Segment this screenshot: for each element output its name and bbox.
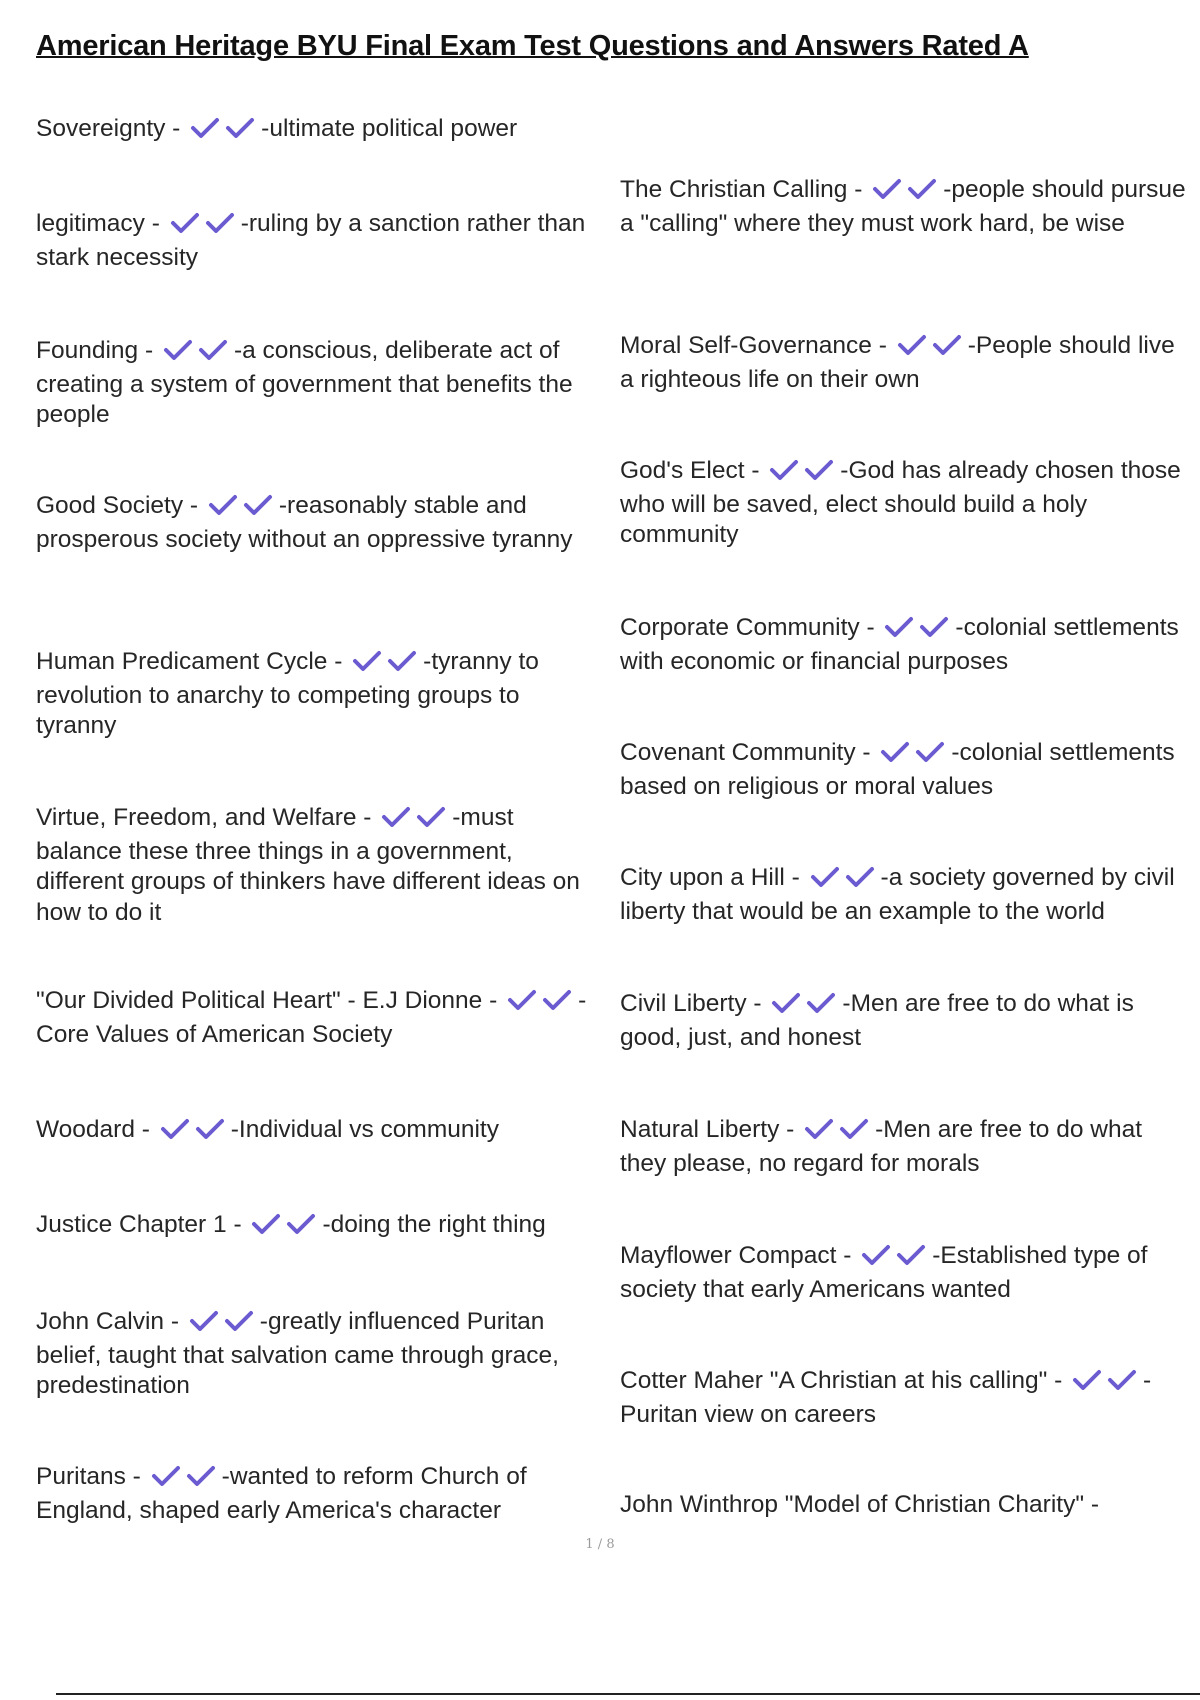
entry-term: "Our Divided Political Heart" - E.J Dionne - bbox=[36, 987, 498, 1014]
flashcard-entry bbox=[620, 738, 1192, 802]
entry-definition: -ultimate political power bbox=[261, 115, 518, 142]
entry-definition: -ruling by a sanction rather than stark necessity bbox=[36, 210, 586, 271]
double-check-icon bbox=[189, 117, 259, 148]
page-bottom-rule bbox=[56, 1693, 1200, 1695]
entry-term: Woodard - bbox=[36, 1116, 150, 1143]
flashcard-entry bbox=[620, 863, 1192, 927]
entry-definition: -God has already chosen those who will be saved, elect should build a holy community bbox=[620, 457, 1181, 548]
entry-term: Mayflower Compact - bbox=[620, 1242, 852, 1269]
entry-term: Cotter Maher "A Christian at his calling" - bbox=[620, 1367, 1063, 1394]
flashcard-entry bbox=[620, 989, 1192, 1053]
double-check-icon bbox=[380, 806, 450, 837]
entry-term: John Winthrop "Model of Christian Charity" - bbox=[620, 1491, 1099, 1518]
flashcard-entry bbox=[620, 175, 1192, 239]
entry-definition: -Men are free to do what they please, no regard for morals bbox=[620, 1116, 1143, 1177]
entry-term: Founding - bbox=[36, 337, 154, 364]
flashcard-entry bbox=[36, 1462, 596, 1526]
flashcard-entry bbox=[620, 613, 1192, 677]
entry-definition: -People should live a righteous life on their own bbox=[620, 332, 1175, 393]
flashcard-entry bbox=[620, 456, 1192, 551]
entry-definition: -must balance these three things in a government, different groups of thinkers have different ideas on how to do it bbox=[36, 804, 580, 926]
entry-term: John Calvin - bbox=[36, 1308, 179, 1335]
flashcard-entry bbox=[36, 491, 596, 555]
double-check-icon bbox=[506, 989, 576, 1020]
double-check-icon bbox=[1071, 1369, 1141, 1400]
flashcard-entry bbox=[620, 1115, 1192, 1179]
flashcard-entry bbox=[620, 1366, 1192, 1430]
entry-definition: -Core Values of American Society bbox=[36, 987, 587, 1048]
flashcard-entry bbox=[36, 336, 596, 431]
entry-term: Covenant Community - bbox=[620, 739, 871, 766]
entry-term: Good Society - bbox=[36, 492, 199, 519]
flashcard-entry bbox=[620, 1490, 1192, 1521]
entry-term: Natural Liberty - bbox=[620, 1116, 795, 1143]
double-check-icon bbox=[809, 866, 879, 897]
double-check-icon bbox=[162, 339, 232, 370]
entry-term: City upon a Hill - bbox=[620, 864, 800, 891]
entry-term: Civil Liberty - bbox=[620, 990, 762, 1017]
entry-definition: -reasonably stable and prosperous society without an oppressive tyranny bbox=[36, 492, 573, 553]
flashcard-entry bbox=[36, 647, 596, 742]
double-check-icon bbox=[250, 1213, 320, 1244]
entry-term: Puritans - bbox=[36, 1463, 141, 1490]
double-check-icon bbox=[770, 992, 840, 1023]
entry-definition: -colonial settlements based on religious or moral values bbox=[620, 739, 1175, 800]
double-check-icon bbox=[150, 1465, 220, 1496]
double-check-icon bbox=[883, 616, 953, 647]
double-check-icon bbox=[169, 212, 239, 243]
double-check-icon bbox=[207, 494, 277, 525]
flashcard-entry bbox=[36, 114, 596, 148]
entry-definition: -people should pursue a "calling" where they must work hard, be wise bbox=[620, 176, 1186, 237]
double-check-icon bbox=[803, 1118, 873, 1149]
double-check-icon bbox=[159, 1118, 229, 1149]
double-check-icon bbox=[860, 1244, 930, 1275]
page-number: 1 / 8 bbox=[585, 1537, 615, 1552]
flashcard-entry bbox=[36, 1307, 596, 1402]
flashcard-entry bbox=[36, 986, 596, 1050]
entry-definition: -greatly influenced Puritan belief, taught that salvation came through grace, predestination bbox=[36, 1308, 559, 1399]
double-check-icon bbox=[351, 650, 421, 681]
entry-term: Moral Self-Governance - bbox=[620, 332, 887, 359]
double-check-icon bbox=[896, 334, 966, 365]
entry-definition: -Puritan view on careers bbox=[620, 1367, 1152, 1428]
entry-definition: -colonial settlements with economic or financial purposes bbox=[620, 614, 1179, 675]
entry-term: Human Predicament Cycle - bbox=[36, 648, 343, 675]
entry-term: God's Elect - bbox=[620, 457, 760, 484]
double-check-icon bbox=[879, 741, 949, 772]
flashcard-entry bbox=[36, 1115, 596, 1149]
entry-definition: -Individual vs community bbox=[230, 1116, 499, 1143]
document-title: American Heritage BYU Final Exam Test Questions and Answers Rated A bbox=[36, 30, 1029, 62]
entry-definition: -Men are free to do what is good, just, and honest bbox=[620, 990, 1134, 1051]
entry-term: Corporate Community - bbox=[620, 614, 875, 641]
entry-term: Virtue, Freedom, and Welfare - bbox=[36, 804, 372, 831]
flashcard-entry bbox=[620, 331, 1192, 395]
entry-definition: -Established type of society that early Americans wanted bbox=[620, 1242, 1148, 1303]
entry-definition: -a society governed by civil liberty that would be an example to the world bbox=[620, 864, 1175, 925]
entry-term: The Christian Calling - bbox=[620, 176, 863, 203]
flashcard-entry bbox=[36, 209, 596, 273]
flashcard-entry bbox=[620, 1241, 1192, 1305]
entry-definition: -tyranny to revolution to anarchy to competing groups to tyranny bbox=[36, 648, 539, 739]
double-check-icon bbox=[871, 178, 941, 209]
entry-term: Sovereignty - bbox=[36, 115, 181, 142]
entry-definition: -doing the right thing bbox=[322, 1211, 546, 1238]
entry-term: legitimacy - bbox=[36, 210, 160, 237]
flashcard-entry bbox=[36, 803, 596, 928]
flashcard-entry bbox=[36, 1210, 596, 1244]
entry-term: Justice Chapter 1 - bbox=[36, 1211, 242, 1238]
double-check-icon bbox=[188, 1310, 258, 1341]
entry-definition: -wanted to reform Church of England, shaped early America's character bbox=[36, 1463, 527, 1524]
entry-definition: -a conscious, deliberate act of creating a system of government that benefits the people bbox=[36, 337, 573, 428]
double-check-icon bbox=[768, 459, 838, 490]
